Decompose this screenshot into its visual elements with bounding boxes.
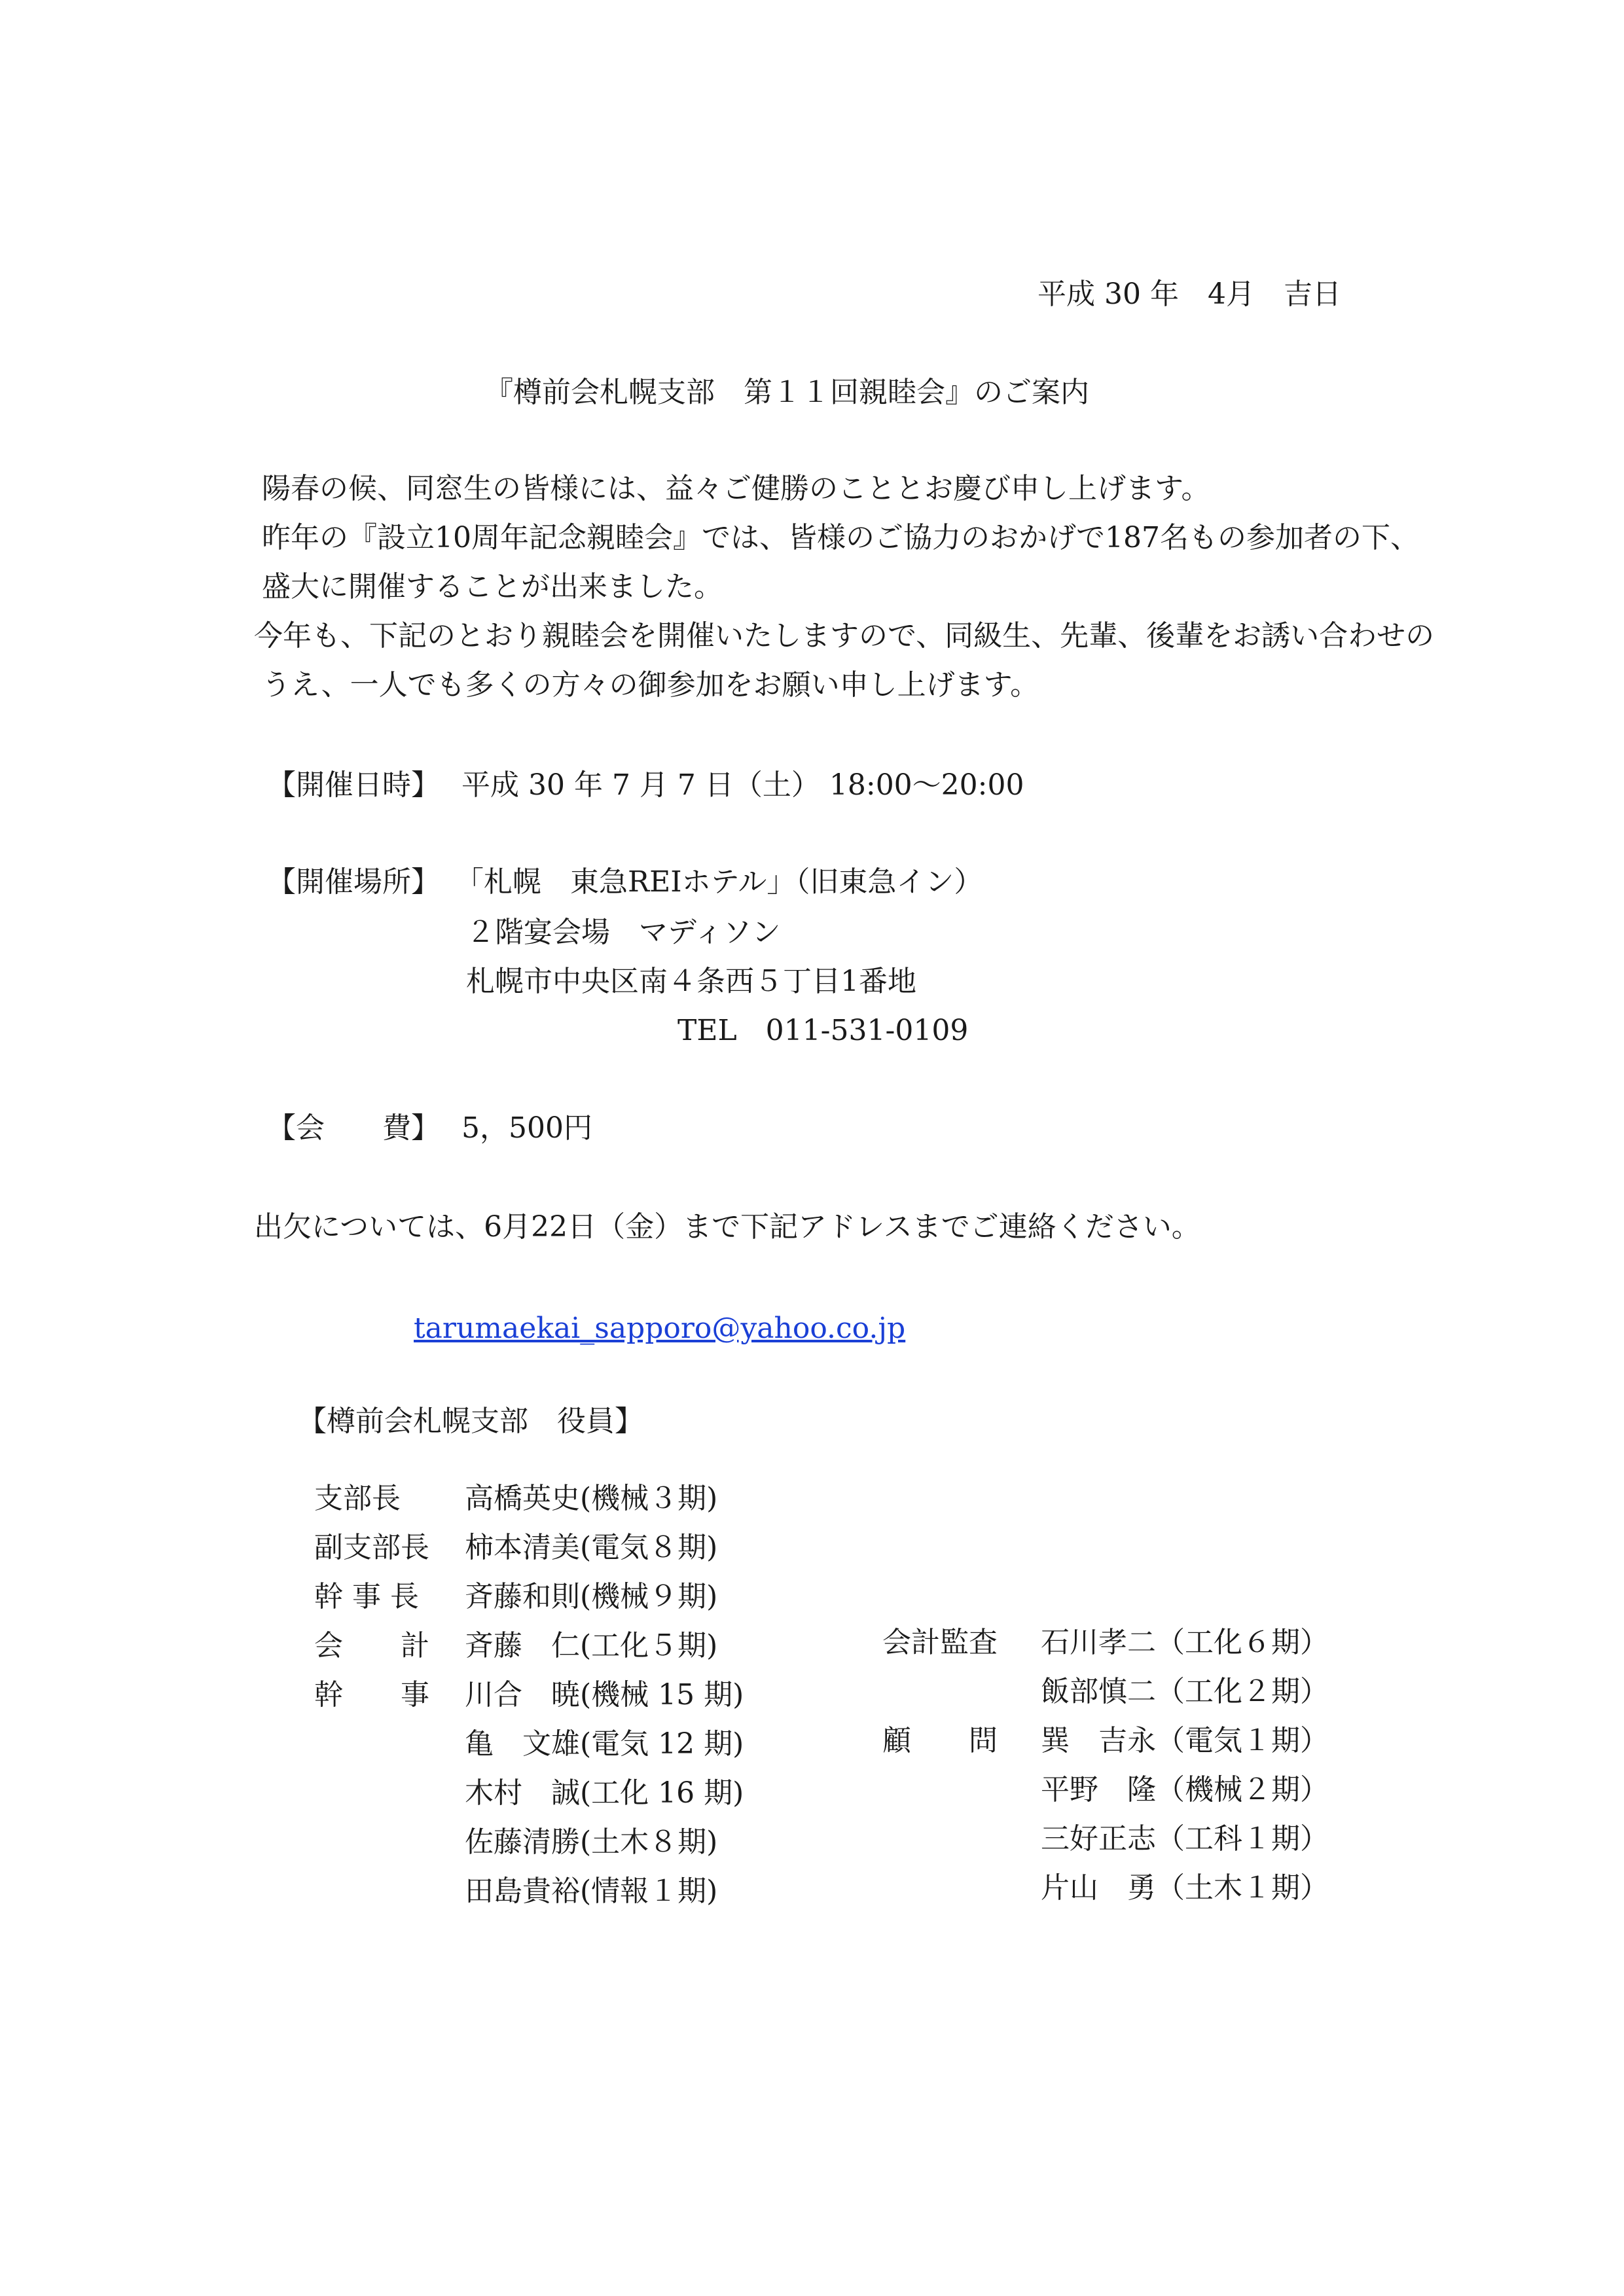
officer-name: 田島貴裕(情報１期) — [465, 1874, 718, 1908]
officer-name: 亀 文雄(電気 12 期) — [465, 1727, 744, 1761]
officer-name: 柿本清美(電気８期) — [465, 1531, 718, 1564]
officer-name: 川合 暁(機械 15 期) — [465, 1678, 744, 1712]
intro-line-4: 今年も、下記のとおり親睦会を開催いたしますので、同級生、先輩、後輩をお誘い合わせの — [254, 619, 1435, 653]
officer-name: 木村 誠(工化 16 期) — [465, 1776, 744, 1810]
officer-name: 石川孝二（工化６期） — [1041, 1626, 1329, 1659]
email-link[interactable]: tarumaekai_sapporo@yahoo.co.jp — [414, 1312, 906, 1345]
rsvp-text: 出欠については、6月22日（金）まで下記アドレスまでご連絡ください。 — [254, 1210, 1200, 1244]
officer-name: 巽 吉永（電気１期） — [1041, 1724, 1329, 1757]
event-phone: TEL 011-531-0109 — [677, 1014, 969, 1047]
officer-name: 斉藤和則(機械９期) — [465, 1580, 718, 1613]
officer-name: 平野 隆（機械２期） — [1041, 1773, 1329, 1806]
officer-role: 会計監査 — [882, 1626, 998, 1659]
officer-role: 幹 事 長 — [314, 1580, 419, 1613]
date-line: 平成 30 年 4月 吉日 — [1038, 278, 1341, 311]
intro-line-5: うえ、一人でも多くの方々の御参加をお願い申し上げます。 — [262, 668, 1039, 702]
intro-line-2: 昨年の『設立10周年記念親睦会』では、皆様のご協力のおかげで187名もの参加者の下、 — [262, 521, 1419, 554]
event-date-value: 平成 30 年 7 月 7 日（土） 18:00～20:00 — [461, 768, 1024, 802]
officer-name: 三好正志（工科１期） — [1041, 1822, 1329, 1856]
officers-heading: 【樽前会札幌支部 役員】 — [298, 1405, 643, 1438]
officer-role: 会 計 — [314, 1629, 429, 1662]
event-place-line-3: 札幌市中央区南４条西５丁目1番地 — [466, 965, 916, 998]
event-place-line-1: 「札幌 東急REIホテル」（旧東急イン） — [455, 865, 983, 899]
document-title: 『樽前会札幌支部 第１１回親睦会』のご案内 — [484, 376, 1089, 409]
event-date-label: 【開催日時】 — [267, 768, 440, 802]
officer-role: 副支部長 — [314, 1531, 429, 1564]
officer-name: 飯部慎二（工化２期） — [1041, 1675, 1329, 1708]
officer-name: 片山 勇（土木１期） — [1041, 1871, 1329, 1905]
officer-role: 顧 問 — [882, 1724, 998, 1757]
event-place-line-2: ２階宴会場 マディソン — [466, 916, 781, 949]
officer-name: 斉藤 仁(工化５期) — [465, 1629, 718, 1662]
officer-role: 支部長 — [314, 1482, 401, 1515]
officer-name: 佐藤清勝(土木８期) — [465, 1825, 718, 1859]
event-place-label: 【開催場所】 — [267, 865, 440, 899]
intro-line-1: 陽春の候、同窓生の皆様には、益々ご健勝のこととお慶び申し上げます。 — [262, 472, 1210, 505]
event-fee-label: 【会 費】 — [267, 1111, 440, 1145]
officer-name: 高橋英史(機械３期) — [465, 1482, 718, 1515]
intro-line-3: 盛大に開催することが出来ました。 — [262, 570, 723, 603]
officer-role: 幹 事 — [314, 1678, 429, 1712]
event-fee-value: 5，500円 — [461, 1111, 592, 1145]
